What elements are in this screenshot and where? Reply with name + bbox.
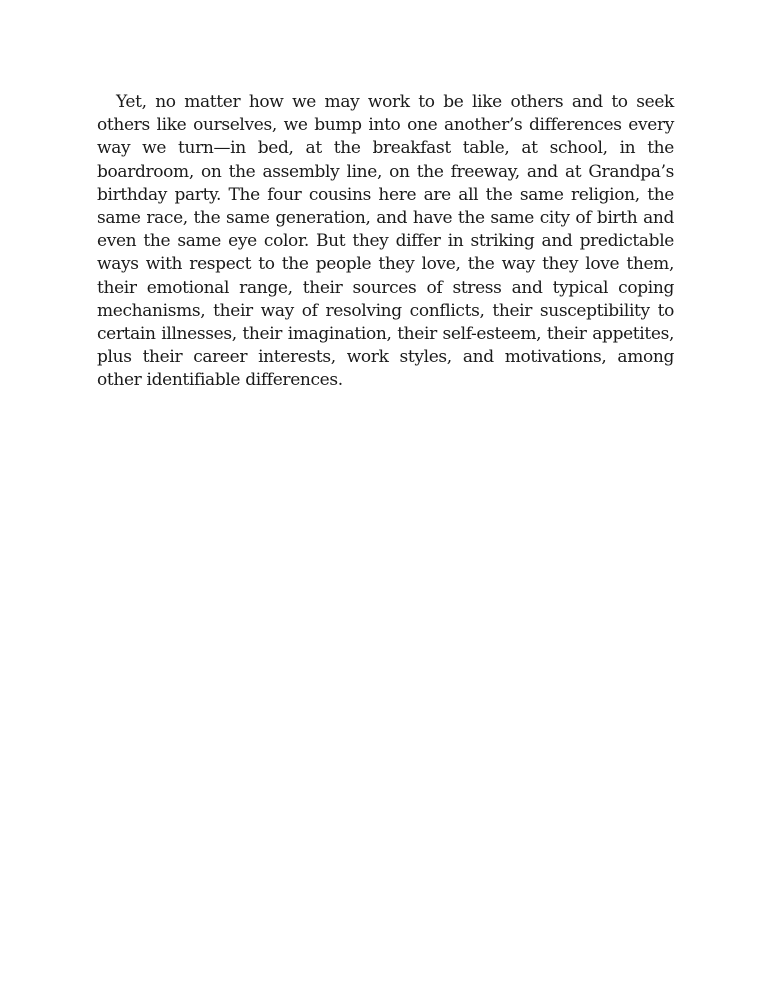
- body-text: [97, 91, 674, 393]
- paragraph: Yet, no matter how we may work to be like others and to seek others like ourselves, we bump into one another’s differences every way we turn—in bed, at the breakfast table, at school, in the boardroom, on the assembly line, on the freeway, and at Grandpa’s birthday party. The four cousins here are all the same religion, the same race, the same generation, and have the same city of birth and even the same eye color. But they differ in striking and predictable ways with respect to the people they love, the way they love them, their emotional range, their sources of stress and typical coping mechanisms, their way of resolving conflicts, their susceptibility to certain illnesses, their imagination, their self-esteem, their appetites, plus their career interests, work styles, and motivations, among other identifiable differences.: [97, 92, 674, 391]
